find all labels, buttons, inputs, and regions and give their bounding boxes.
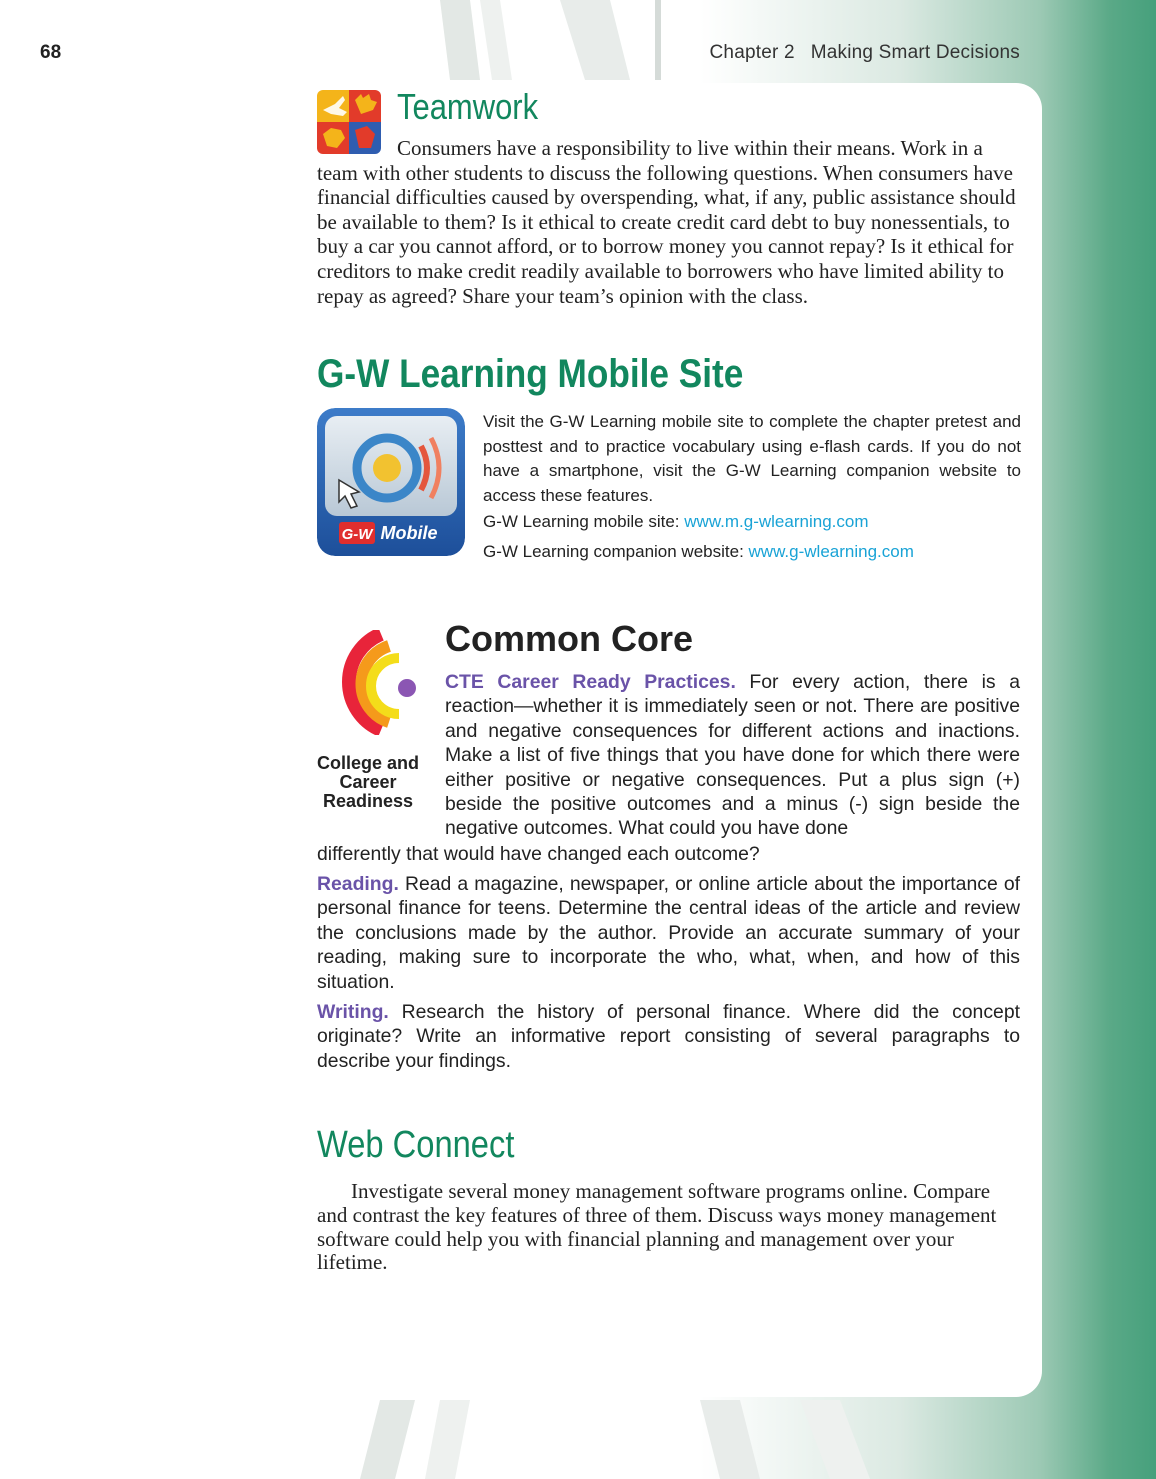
mobile-site-title: G-W Learning Mobile Site [317, 352, 744, 396]
mobile-site-link[interactable]: www.m.g-wlearning.com [684, 512, 869, 531]
gw-icon-mobile: Mobile [380, 523, 438, 543]
common-core-title: Common Core [445, 618, 694, 659]
page-number: 68 [40, 42, 62, 63]
teamwork-title: Teamwork [397, 86, 539, 127]
college-career-caption: College and Career Readiness [316, 753, 419, 811]
reading-paragraph [317, 872, 1020, 994]
cte-lead: CTE Career Ready Practices. [445, 671, 736, 693]
running-head [710, 42, 1021, 64]
college-career-readiness-icon [313, 630, 423, 735]
web-connect-text: Investigate several money management software programs online. Compare and contrast the key features of three of them. Discuss ways money management software could help you with financial planning and management over your lifetime. [317, 1179, 997, 1275]
writing-paragraph [317, 1000, 1020, 1073]
chapter-label: Chapter 2 [709, 42, 795, 63]
cte-continuation: differently that would have changed each outcome? [317, 843, 760, 865]
cte-text: For every action, there is a reaction—whether it is immediately seen or not. There are positive and negative consequences for different actions and inactions. Make a list of five things that you have done for which there were either positive or negative consequences. Put a plus sign (+) beside the positive outcomes and a minus (-) sign beside the negative outcomes. What could you have done [445, 671, 1020, 840]
mobile-site-text: Visit the G-W Learning mobile site to complete the chapter pretest and posttest and to practice vocabulary using e-flash cards. If you do not have a smartphone, visit the G-W Learning companion website to access these features. [483, 412, 1021, 505]
writing-lead: Writing. [317, 1001, 389, 1023]
gw-icon-brand: G-W [341, 526, 373, 543]
chapter-title: Making Smart Decisions [810, 42, 1020, 63]
teamwork-text: Consumers have a responsibility to live within their means. Work in a team with other students to discuss the following questions. When consumers have financial difficulties caused by overspending, what, if any, public assistance should be available to them? Is it ethical to create credit card debt to buy nonessentials, to buy a car you cannot afford, or to borrow money you cannot repay? Is it ethical for creditors to make credit readily available to borrowers who have limited ability to repay as agreed? Share your team’s opinion with the class. [317, 136, 1016, 308]
web-connect-title: Web Connect [317, 1124, 515, 1166]
mobile-site-label: G-W Learning mobile site: [483, 512, 680, 531]
reading-text: Read a magazine, newspaper, or online article about the importance of personal finance for teens. Determine the central ideas of the article and review the conclusions made by the author. Provide an accurate summary of your reading, making sure to incorporate the who, what, when, and how of this situation. [317, 873, 1020, 993]
cte-paragraph [445, 670, 1020, 841]
companion-site-link[interactable]: www.g-wlearning.com [748, 542, 914, 561]
gw-mobile-app-icon [317, 408, 465, 556]
writing-text: Research the history of personal finance. Where did the concept originate? Write an informative report consisting of several paragraphs to describe your findings. [317, 1001, 1020, 1072]
reading-lead: Reading. [317, 873, 399, 895]
companion-site-label: G-W Learning companion website: [483, 542, 744, 561]
companion-site-line [483, 542, 914, 562]
mobile-site-line [483, 512, 869, 532]
